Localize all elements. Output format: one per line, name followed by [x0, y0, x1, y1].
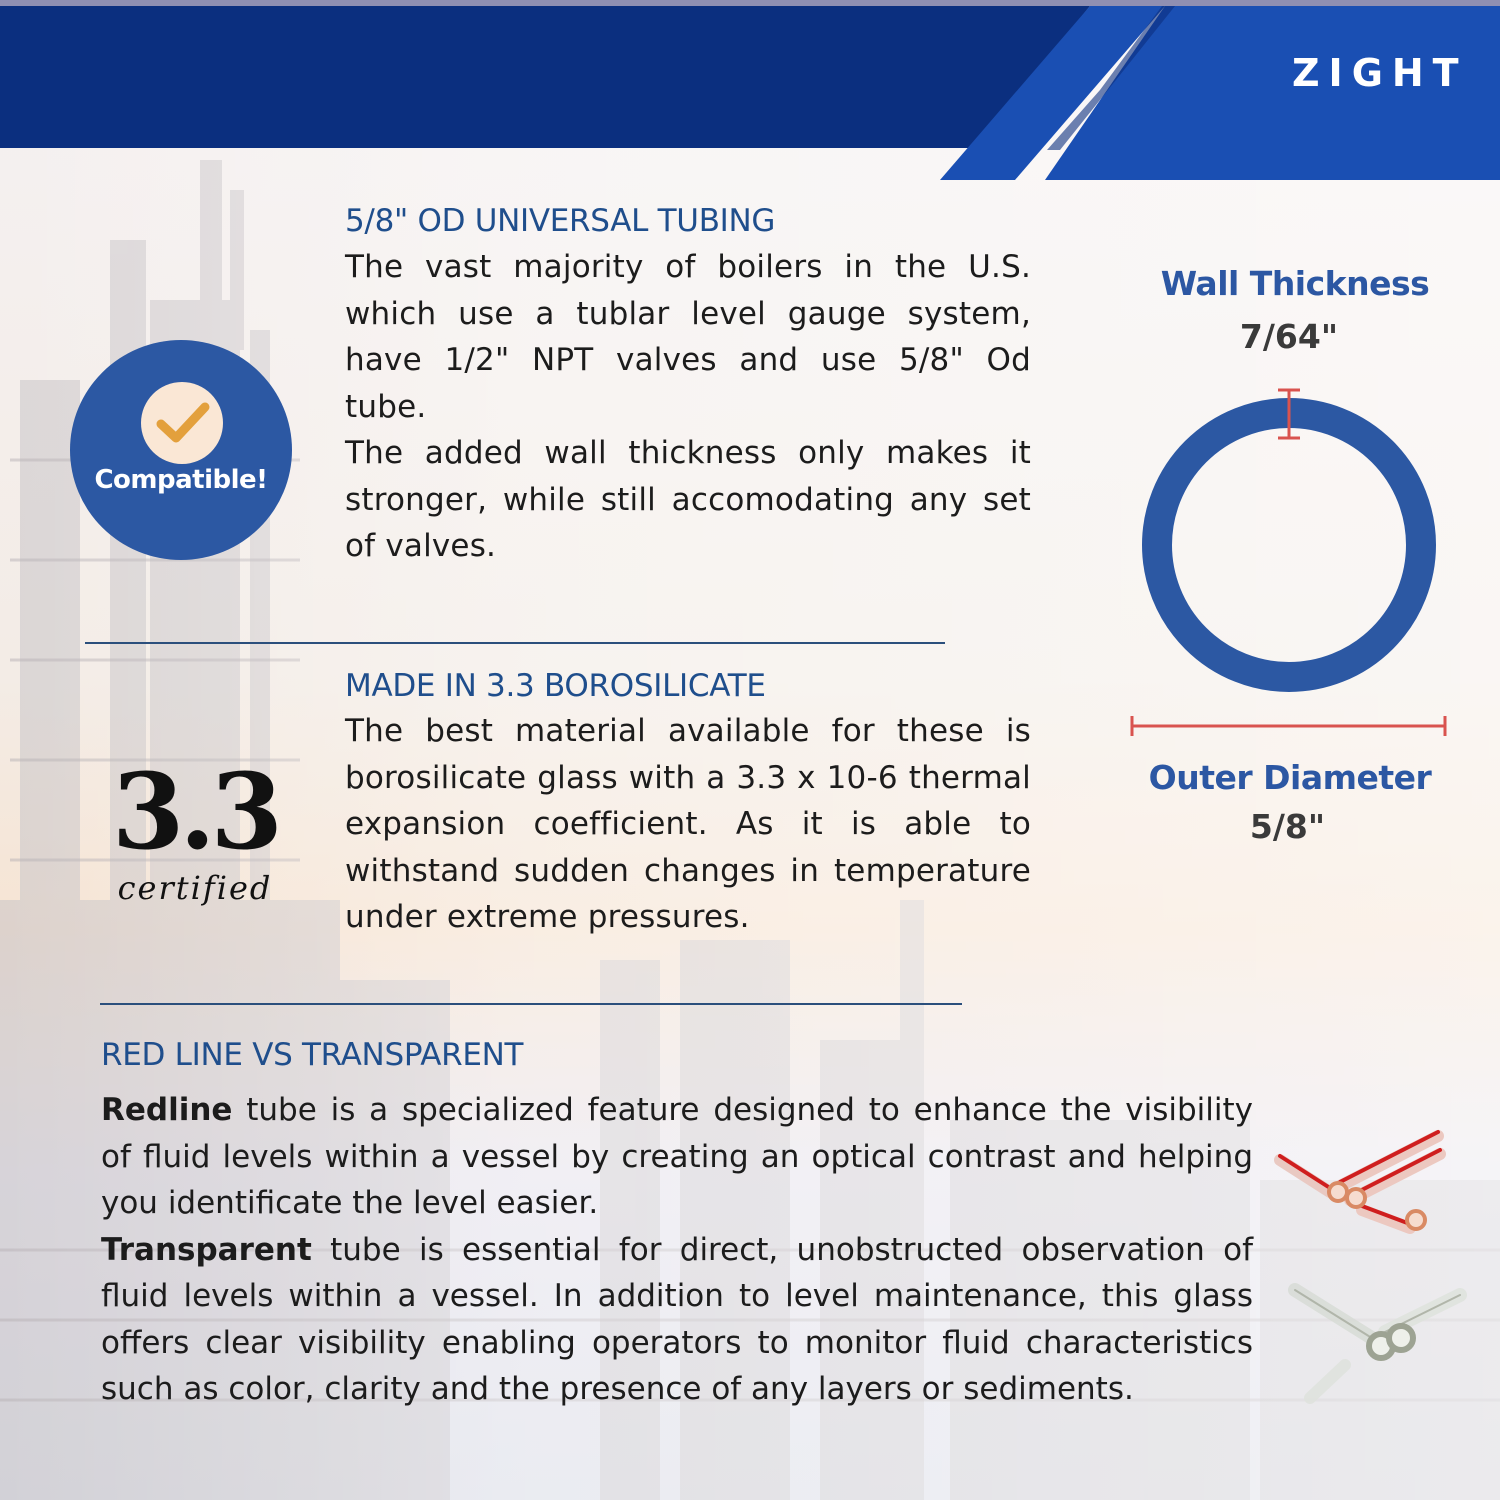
borosilicate-text [345, 708, 1031, 941]
universal-tubing-paragraph-2: The added wall thickness only makes it stronger, while still accomodating any set of valves. [345, 435, 1031, 564]
transparent-description: tube is essential for direct, unobstructed observation of fluid levels within a vessel. In addition to level maintenance, this glass offers clear visibility enabling operators to monitor fluid characteristics such as color, clarity and the presence of any layers or sediments. [101, 1231, 1253, 1407]
section-title-red-line-vs-transparent: RED LINE VS TRANSPARENT [101, 1037, 524, 1073]
redline-paragraph [101, 1087, 1253, 1227]
outer-diameter-label: Outer Diameter [1148, 758, 1432, 797]
tube-cross-section-diagram [1120, 380, 1460, 740]
brand-logo: ZIGHT [1292, 51, 1468, 95]
universal-tubing-paragraph-1: The vast majority of boilers in the U.S. which use a tublar level gauge system, have 1/2" NPT valves and use 5/8" Od tube. [345, 249, 1031, 425]
section-title-borosilicate: MADE IN 3.3 BOROSILICATE [345, 668, 766, 704]
redline-term: Redline [101, 1092, 233, 1128]
certified-word: certified [117, 869, 273, 907]
divider-2 [100, 1003, 962, 1005]
certified-number: 3.3 [112, 750, 278, 873]
badge-label: Compatible! [94, 465, 268, 495]
outer-diameter-value: 5/8" [1249, 807, 1326, 846]
borosilicate-paragraph: The best material available for these is borosilicate glass with a 3.3 x 10-6 thermal expansion coefficient. As it is able to withstand sudden changes in temperature under extreme pressures. [345, 713, 1031, 935]
wall-thickness-value: 7/64" [1239, 317, 1339, 356]
transparent-paragraph [101, 1227, 1253, 1413]
divider-1 [85, 642, 945, 644]
section-title-universal-tubing: 5/8" OD UNIVERSAL TUBING [345, 203, 776, 239]
wall-thickness-label: Wall Thickness [1160, 264, 1430, 303]
redline-tubes-image [1270, 1120, 1450, 1240]
red-line-vs-transparent-text [101, 1087, 1253, 1413]
universal-tubing-text [345, 244, 1031, 570]
transparent-term: Transparent [101, 1231, 312, 1268]
header-banner [0, 0, 1500, 185]
transparent-tubes-image [1285, 1280, 1470, 1410]
checkmark-icon [141, 382, 223, 464]
redline-description: tube is a specialized feature designed to enhance the visibility of fluid levels within a vessel by creating an optical contrast and helping you identificate the level easier. [101, 1092, 1253, 1221]
compatible-badge [70, 340, 292, 560]
